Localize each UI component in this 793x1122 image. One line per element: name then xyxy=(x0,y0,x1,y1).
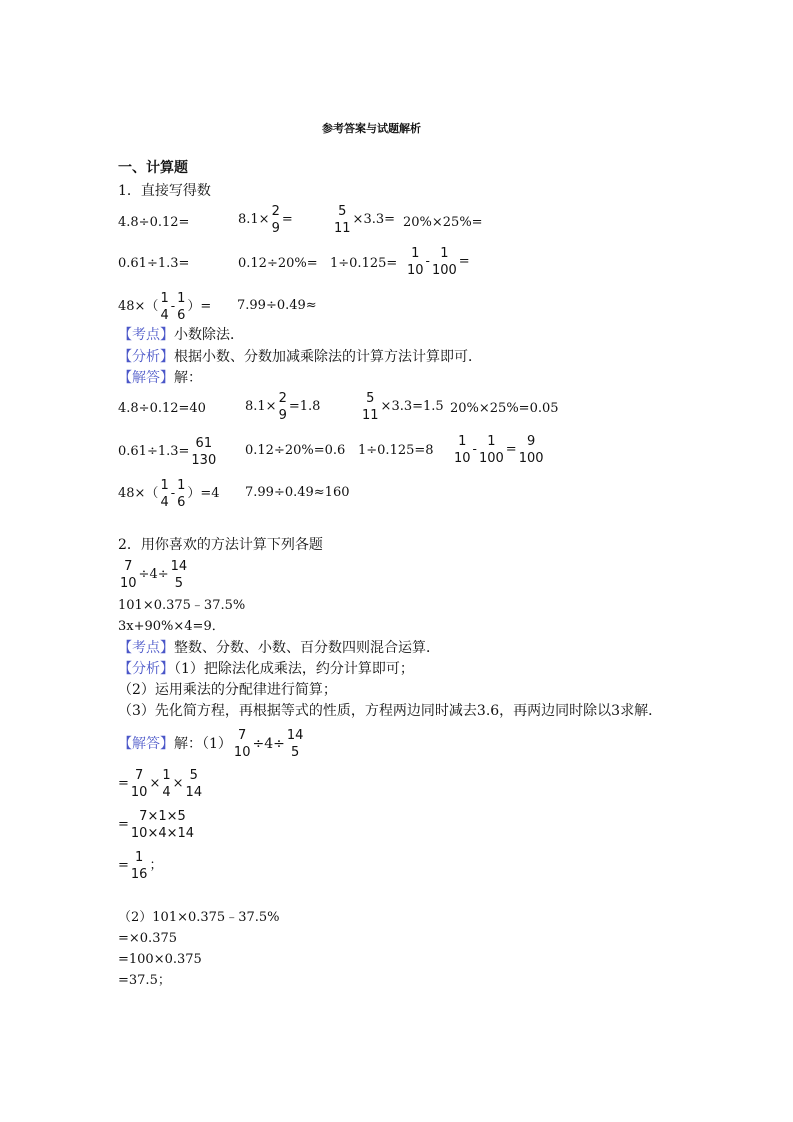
q1-item: 1÷0.125= xyxy=(330,256,398,271)
solution-step: = 1 16 ； xyxy=(118,850,163,882)
question-1-label: 1．直接写得数 xyxy=(118,183,211,199)
jieda: 【解答】 解：（1） 7 10 ÷4÷ 14 5 xyxy=(118,728,304,760)
kaodian: 【考点】整数、分数、小数、百分数四则混合运算． xyxy=(118,640,440,656)
fenxi: 【分析】（1）把除法化成乘法，约分计算即可； xyxy=(118,661,414,677)
q1-item: 0.61÷1.3= xyxy=(118,256,190,271)
question-2-label: 2．用你喜欢的方法计算下列各题 xyxy=(118,537,323,553)
q1-item: 5 11 ×3.3= xyxy=(334,204,396,236)
q2-expression-3: 3x+90%×4=9． xyxy=(118,619,225,634)
answer-item: 48×（ 1 4 - 1 6 ）=4 xyxy=(118,478,220,510)
answer-item: 4.8÷0.12=40 xyxy=(118,401,206,416)
fenxi-line-3: （3）先化简方程，再根据等式的性质，方程两边同时减去3.6，再两边同时除以3求解． xyxy=(118,703,663,719)
q1-item: 4.8÷0.12= xyxy=(118,215,190,230)
q1-item: 0.12÷20%= xyxy=(238,256,318,271)
answer-item: 1÷0.125=8 xyxy=(358,443,434,458)
answer-item: 20%×25%=0.05 xyxy=(450,401,559,416)
answer-item: 1 10 - 1 100 = 9 100 xyxy=(454,434,544,466)
q2-expression-1: 7 10 ÷4÷ 14 5 xyxy=(120,559,188,591)
answer-item: 0.61÷1.3= 61 130 xyxy=(118,436,217,468)
answer-item: 0.12÷20%=0.6 xyxy=(245,443,346,458)
solution-step: = 7×1×5 10×4×14 xyxy=(118,809,195,841)
fenxi: 【分析】根据小数、分数加减乘除法的计算方法计算即可． xyxy=(118,349,482,365)
answer-item: 7.99÷0.49≈160 xyxy=(245,485,350,500)
answer-item: 5 11 ×3.3=1.5 xyxy=(362,391,444,423)
section-heading: 一、计算题 xyxy=(118,160,188,176)
part-2-line: =×0.375 xyxy=(118,931,178,946)
part-2-line: （2）101×0.375﹣37.5% xyxy=(118,910,280,925)
q1-item: 8.1× 2 9 = xyxy=(238,204,293,236)
answer-item: 8.1× 2 9 =1.8 xyxy=(245,391,321,423)
part-2-line: =100×0.375 xyxy=(118,952,202,967)
q2-expression-2: 101×0.375﹣37.5% xyxy=(118,598,246,613)
q1-item: 7.99÷0.49≈ xyxy=(237,298,317,313)
q1-item: 48×（ 1 4 - 1 6 ）= xyxy=(118,291,212,323)
fenxi-line-2: （2）运用乘法的分配律进行简算； xyxy=(118,682,337,698)
solution-step: = 7 10 × 1 4 × 5 14 xyxy=(118,768,203,800)
q1-item: 20%×25%= xyxy=(403,215,483,230)
jieda: 【解答】解： xyxy=(118,370,202,386)
part-2-line: =37.5； xyxy=(118,973,171,988)
q1-item: 1 10 - 1 100 = xyxy=(407,246,470,278)
page-title: 参考答案与试题解析 xyxy=(322,122,421,135)
kaodian: 【考点】小数除法． xyxy=(118,327,244,343)
